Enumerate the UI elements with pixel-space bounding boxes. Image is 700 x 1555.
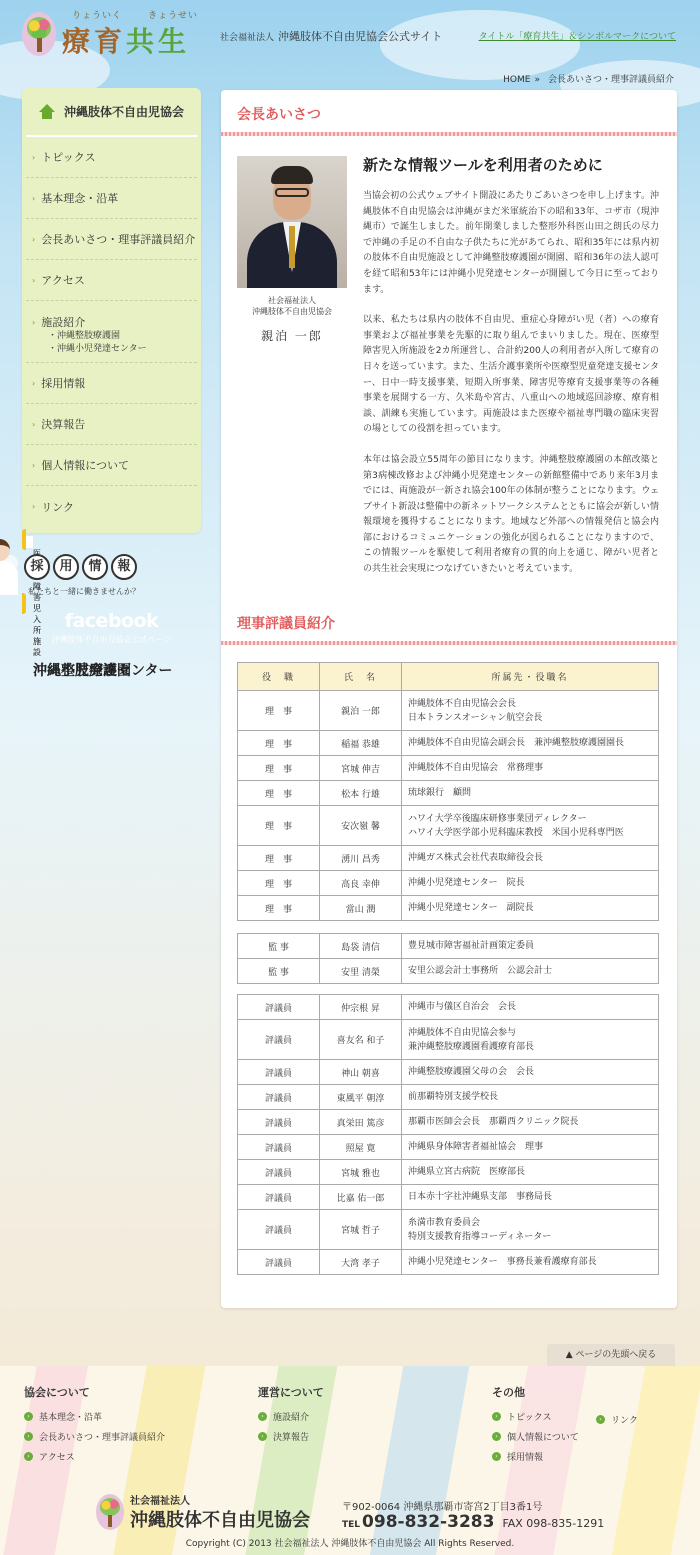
member-affiliation [402,995,659,1020]
sidebar-item-label: 決算報告 [41,418,86,431]
breadcrumb [503,72,678,85]
member-affiliation [402,896,659,921]
breadcrumb-home-link[interactable]: HOME [503,75,531,85]
member-role: 理 事 [238,731,320,756]
member-name: 稲福 恭雄 [320,731,402,756]
table-row [238,1185,659,1210]
affiliation-line: 沖縄県立宮古病院 医療部長 [408,1167,526,1177]
footer-link[interactable]: › 施設紹介 [258,1406,324,1426]
affiliation-line: 沖縄市与儀区自治会 会長 [408,1002,517,1012]
member-name: 湧川 昌秀 [320,846,402,871]
greeting-section-title: 会長あいさつ [221,90,677,136]
table-row [238,896,659,921]
recruit-chip: 情 [82,554,108,580]
affiliation-line: 沖縄小児発達センター 院長 [408,878,525,888]
member-name: 安次嶺 馨 [320,806,402,846]
affiliation-line: 沖縄肢体不自由児協会参与 [408,1027,517,1038]
greeting-heading: 新たな情報ツールを利用者のために [363,156,603,174]
sidebar-item-label: アクセス [41,274,85,287]
member-affiliation [402,1160,659,1185]
directors-table [237,662,659,921]
member-role: 評議員 [238,1185,320,1210]
member-affiliation [402,1110,659,1135]
tel-label: TEL [342,1520,361,1530]
table-row [238,1110,659,1135]
affiliation-line: 沖縄小児発達センター 副院長 [408,903,534,913]
recruit-chip: 報 [111,554,137,580]
tree-logo-icon [22,12,56,56]
footer-link[interactable]: › 会長あいさつ・理事評議員紹介 [24,1426,165,1446]
member-role: 評議員 [238,1160,320,1185]
sidebar-item-topics[interactable] [26,137,197,178]
affiliation-line: 糸満市教育委員会 [408,1217,481,1228]
member-name: 高良 幸伸 [320,871,402,896]
footer-link[interactable]: › 個人情報について [492,1426,579,1446]
footer-org-name: 沖縄肢体不自由児協会 [130,1510,310,1531]
member-affiliation [402,1060,659,1085]
chevron-right-icon: › [32,502,36,511]
sidebar-item-label: 会長あいさつ・理事評議員紹介 [41,233,196,246]
table-row [238,995,659,1020]
chevron-right-icon: › [492,1432,501,1441]
affiliation-line: 沖縄県身体障害者福祉協会 理事 [408,1142,544,1152]
member-role: 評議員 [238,995,320,1020]
member-affiliation [402,731,659,756]
member-affiliation [402,1135,659,1160]
sidebar-item-recruit[interactable] [26,363,197,404]
sidebar-item-label: トピックス [41,151,96,164]
member-role: 理 事 [238,781,320,806]
auditors-table [237,933,659,984]
table-header: 氏 名 [320,663,402,691]
side-nav [22,88,201,533]
member-affiliation [402,781,659,806]
chevron-right-icon: › [32,460,36,470]
member-role: 評議員 [238,1060,320,1085]
footer-link[interactable]: › アクセス [24,1446,165,1466]
board-section-title: 理事評議員紹介 [221,599,677,645]
sidebar-item-facilities [26,301,197,363]
affiliation-line: 沖縄肢体不自由児協会会長 [408,698,517,709]
member-affiliation [402,934,659,959]
sidebar-item-privacy[interactable] [26,445,197,486]
table-row [238,1020,659,1060]
sidebar-item-financial[interactable] [26,404,197,445]
greeting-paragraph: 当協会初の公式ウェブサイト開設にあたりごあいさつを申し上げます。沖縄肢体不自由児協会は沖縄がまだ米軍統治下の昭和33年、コザ市（現沖縄市）で誕生しました。前年開業しました整形外科医山田之朗氏の尽力で沖縄の手足の不自由な子供たちに光があてられ、昭和35年には県内初の肢体不自由児施設として沖縄整肢療護園が開園、昭和36年の法人認可を経て昭和53年には沖縄小児発達センターが開園して今日に至っております。 [363,191,659,295]
member-name: 島袋 清信 [320,934,402,959]
facebook-logo: facebook [64,610,159,632]
breadcrumb-current: 会長あいさつ・理事評議員紹介 [547,75,674,85]
member-role: 理 事 [238,756,320,781]
site-header [0,0,700,90]
member-role: 理 事 [238,691,320,731]
chevron-right-icon: › [258,1432,267,1441]
greeting-paragraph: 本年は協会設立55周年の節目になります。沖縄整肢療護園の本館改築と第3病棟改修および沖縄小児発達センターの新館整備中であり来年3月までには、両施設が一新され協会100年の体制が整うことになります。ウェブサイト新設は整備中の新ネットワークシステムとともに協会が新しい情報環境を獲得することになります。地域など外部への情報発信と協会内部におけるコミュニケーションの強化が図られることになりますので、この情報ツールを駆使して利用者療育の質的向上を通じ、障がい児者との共生社会実現につなげていきたいと考えています。 [363,454,659,575]
table-row [238,1210,659,1250]
recruit-tagline: 私たちと一緒に働きませんか？ [28,587,140,596]
table-row [238,959,659,984]
affiliation-line: 沖縄肢体不自由児協会 常務理事 [408,763,544,773]
member-name: 比嘉 佑一郎 [320,1185,402,1210]
member-name: 東風平 朝淳 [320,1085,402,1110]
member-role: 評議員 [238,1020,320,1060]
facebook-caption: 沖縄肢体不自由児協会公式ページ [51,635,172,644]
banner-facebook[interactable] [22,610,201,645]
affiliation-line: ハワイ大学医学部小児科臨床教授 米国小児科専門医 [408,827,624,838]
chevron-right-icon: › [32,152,36,162]
sidebar-home[interactable] [26,88,197,137]
title-symbol-link[interactable]: タイトル「療育共生」＆シンボルマークについて [478,32,676,42]
member-name: 松本 行雄 [320,781,402,806]
fax-number: FAX 098-835-1291 [502,1517,605,1530]
footer-org-type: 社会福祉法人 [130,1496,190,1507]
sidebar-subitem-hattatsu[interactable]: ・沖縄小児発達センター [48,344,147,354]
member-role: 監 事 [238,959,320,984]
footer-link[interactable]: › 基本理念・沿革 [24,1406,165,1426]
greeting-text [363,154,659,593]
banner-recruit[interactable] [22,529,201,614]
affiliation-line: 前那覇特別支援学校長 [408,1092,499,1102]
chevron-right-icon: › [492,1412,501,1421]
sidebar-item-access[interactable] [26,260,197,301]
member-role: 理 事 [238,896,320,921]
table-row [238,1250,659,1275]
affiliation-line: 那覇市医師会会長 那覇西クリニック院長 [408,1117,579,1127]
table-row [238,731,659,756]
footer-link[interactable]: › 採用情報 [492,1446,579,1466]
footer-address: 〒902-0064 沖縄県那覇市寄宮2丁目3番1号 [342,1502,543,1513]
member-name: 真栄田 篤彦 [320,1110,402,1135]
breadcrumb-separator: » [534,75,540,85]
footer-col-other-2 [596,1409,638,1429]
chevron-right-icon: › [32,193,36,203]
member-role: 評議員 [238,1110,320,1135]
member-name: 仲宗根 昇 [320,995,402,1020]
affiliation-line: ハワイ大学卒後臨床研修事業団ディレクター [408,813,587,824]
footer-col-operation [258,1384,324,1446]
table-row [238,1160,659,1185]
site-logo[interactable] [22,8,212,60]
table-row [238,691,659,731]
member-role: 監 事 [238,934,320,959]
chevron-right-icon: › [492,1452,501,1461]
member-name: 照屋 寛 [320,1135,402,1160]
footer-contact [342,1512,604,1532]
footer-col-other [492,1384,579,1466]
footer-col-title: 協会について [24,1386,90,1399]
chairman-photo [237,156,347,288]
member-affiliation [402,1085,659,1110]
table-row [238,871,659,896]
member-affiliation [402,756,659,781]
sidebar-item-links[interactable] [26,486,197,527]
site-subtitle: 社会福祉法人 沖縄肢体不自由児協会公式サイト [220,30,443,43]
councilors-table [237,994,659,1275]
affiliation-line: 沖縄肢体不自由児協会副会長 兼沖縄整肢療護園園長 [408,738,625,748]
member-role: 理 事 [238,871,320,896]
sidebar-head-label: 沖縄肢体不自由児協会 [64,105,185,119]
sidebar-item-label: 施設紹介 [41,316,86,329]
member-role: 評議員 [238,1135,320,1160]
site-footer [0,1366,700,1555]
chevron-right-icon: › [32,378,36,388]
affiliation-line: 日本トランスオーシャン航空会長 [408,712,543,723]
sidebar-item-philosophy[interactable] [26,178,197,219]
sidebar [22,88,201,645]
member-name: 神山 朝喜 [320,1060,402,1085]
member-affiliation [402,871,659,896]
member-role: 理 事 [238,806,320,846]
recruit-chip: 用 [53,554,79,580]
main-content [221,90,677,1308]
member-role: 評議員 [238,1210,320,1250]
chevron-right-icon: › [24,1452,33,1461]
chevron-right-icon: › [32,234,36,244]
affiliation-line: 日本赤十字社沖縄県支部 事務局長 [408,1192,553,1202]
table-row [238,756,659,781]
sidebar-item-label: リンク [41,500,74,514]
table-row [238,1085,659,1110]
pagetop-button[interactable]: ▲ ページの先頭へ戻る [547,1344,675,1366]
affiliation-line: 特別支援教育指導コーディネーター [408,1231,552,1242]
tree-logo-icon [96,1494,124,1530]
affiliation-line: 沖縄整肢療護園父母の会 会長 [408,1067,535,1077]
sidebar-item-facilities-link[interactable] [32,314,85,330]
member-name: 宮城 伸吉 [320,756,402,781]
greeting-paragraph: 以来、私たちは県内の肢体不自由児、重症心身障がい児（者）への療育事業および福祉事業を先駆的に取り組んでまいりました。現在、医療型障害児入所施設を2カ所運営し、合計約200人の利用者が入所して療育の日々を送っています。また、生活介護事業所や医療型児童発達支援センター、日中一時支援事業、短期入所事業、障害児等療育支援事業等の各種事業を展開する一方、久米島や宮古、八重山への地域巡回診療、療育相談、訓練も実施しています。両施設はまた医療や福祉専門職の臨床実習の場としての役割を担っています。 [363,315,659,435]
footer-org [96,1492,336,1532]
member-affiliation [402,691,659,731]
tel-number: 098-832-3283 [362,1512,495,1532]
member-name: 安里 清榮 [320,959,402,984]
affiliation-line: 安里公認会計士事務所 公認会計士 [408,966,553,976]
member-name: 大湾 孝子 [320,1250,402,1275]
member-role: 理 事 [238,846,320,871]
footer-link[interactable]: › トピックス [492,1406,579,1426]
affiliation-line: 兼沖縄整肢療護園看護療育部長 [408,1041,535,1052]
table-header: 所属先・役職名 [402,663,659,691]
member-affiliation [402,959,659,984]
sidebar-item-greeting[interactable] [26,219,197,260]
member-affiliation [402,806,659,846]
footer-link[interactable]: › 決算報告 [258,1426,324,1446]
affiliation-line: 沖縄ガス株式会社代表取締役会長 [408,853,544,863]
recruit-chip: 採 [24,554,50,580]
member-affiliation [402,1250,659,1275]
member-name: 親泊 一郎 [320,691,402,731]
footer-col-title: その他 [492,1386,525,1399]
footer-col-title: 運営について [258,1386,324,1399]
chevron-right-icon: › [32,317,36,327]
member-role: 評議員 [238,1085,320,1110]
logo-ruby: りょういく きょうせい [72,11,199,21]
sidebar-item-label: 採用情報 [41,377,86,390]
table-row [238,1135,659,1160]
affiliation-line: 豊見城市障害福祉計画策定委員 [408,941,535,951]
chevron-right-icon: › [596,1415,605,1424]
member-name: 宮城 雅也 [320,1160,402,1185]
chairman-name: 親泊 一郎 [261,329,323,343]
footer-link[interactable]: › リンク [596,1409,638,1429]
sidebar-item-label: 基本理念・沿革 [41,192,119,205]
footer-col-about [24,1384,165,1466]
member-affiliation [402,1185,659,1210]
table-header: 役 職 [238,663,320,691]
sidebar-subitem-seishi[interactable]: ・沖縄整肢療護園 [48,331,121,341]
copyright: Copyright (C) 2013 社会福祉法人 沖縄肢体不自由児協会 All Rights Reserved. [185,1539,515,1549]
member-role: 評議員 [238,1250,320,1275]
affiliation-line: 琉球銀行 顧問 [408,788,472,798]
member-name: 宮城 哲子 [320,1210,402,1250]
chairman-caption: 社会福祉法人 沖縄肢体不自由児協会 [252,296,332,316]
home-icon [38,104,56,120]
member-affiliation [402,1020,659,1060]
member-affiliation [402,1210,659,1250]
member-name: 喜友名 和子 [320,1020,402,1060]
affiliation-line: 沖縄小児発達センター 事務長兼看護療育部長 [408,1257,597,1267]
logo-title: 療育共生 [62,25,191,58]
table-row [238,846,659,871]
chevron-right-icon: › [258,1412,267,1421]
table-row [238,806,659,846]
table-row [238,934,659,959]
chevron-right-icon: › [32,419,36,429]
chevron-right-icon: › [32,275,36,285]
table-row [238,1060,659,1085]
table-row [238,781,659,806]
sidebar-item-label: 個人情報について [41,459,129,472]
chevron-right-icon: › [24,1412,33,1421]
member-name: 當山 潤 [320,896,402,921]
member-affiliation [402,846,659,871]
chevron-right-icon: › [24,1432,33,1441]
